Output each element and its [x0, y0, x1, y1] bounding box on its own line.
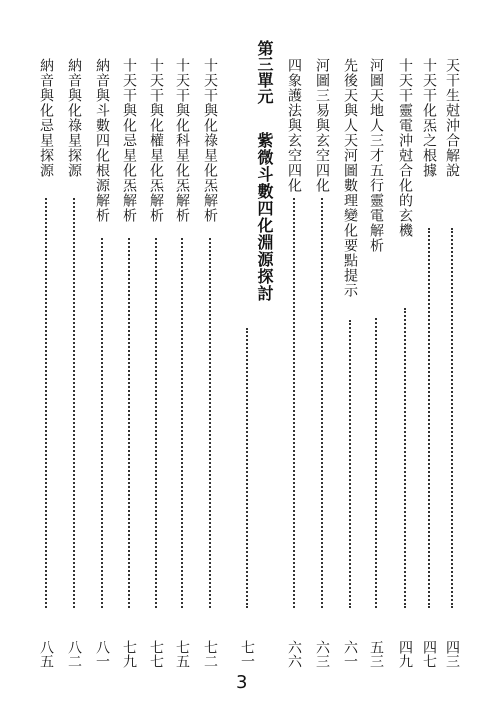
toc-entry-title: 納音與化忌星探源	[38, 58, 54, 178]
toc-entry-title: 十天干與化科星化炁解析	[174, 58, 190, 223]
dot-leader	[375, 318, 377, 608]
toc-entry-title: 十天干化炁之根據	[421, 58, 437, 178]
toc-entry	[35, 58, 57, 668]
toc-entry	[171, 58, 193, 668]
toc-entry	[418, 58, 440, 668]
toc-entry-title: 十天干與化忌星化炁解析	[121, 58, 137, 223]
toc-entry-page: 八五	[38, 640, 54, 668]
dot-leader	[209, 238, 211, 608]
toc-entry-page: 六一	[342, 640, 358, 668]
toc-entry	[441, 58, 463, 668]
toc-entry-title: 河圖三易與玄空四化	[314, 58, 330, 193]
toc-entry-page: 七七	[148, 640, 164, 668]
dot-leader	[428, 228, 430, 608]
toc-entry	[311, 58, 333, 668]
dot-leader	[349, 320, 351, 608]
dot-leader	[181, 238, 183, 608]
unit-label: 第三單元	[255, 40, 274, 104]
toc-entry-page: 八二	[66, 640, 82, 668]
unit-page-ref	[236, 58, 258, 668]
toc-entry	[91, 58, 113, 668]
toc-entry-title: 納音與斗數四化根源解析	[94, 58, 110, 223]
toc-entry-title: 河圖天地人三才五行靈電解析	[368, 58, 384, 253]
dot-leader	[321, 198, 323, 608]
toc-entry	[283, 58, 305, 668]
dot-leader	[128, 238, 130, 608]
toc-entry-title: 十天干與化權星化炁解析	[148, 58, 164, 223]
toc-entry-page: 七九	[121, 640, 137, 668]
toc-entry-title: 十天干靈電沖尅合化的玄機	[397, 58, 413, 238]
toc-entry	[199, 58, 221, 668]
unit-title: 紫微斗數四化淵源探討	[255, 132, 274, 302]
dot-leader	[451, 228, 453, 608]
dot-leader	[155, 238, 157, 608]
toc-entry-page: 五三	[368, 640, 384, 668]
toc-entry	[63, 58, 85, 668]
dot-leader	[101, 238, 103, 608]
toc-entry	[145, 58, 167, 668]
toc-entry-page: 七五	[174, 640, 190, 668]
dot-leader	[73, 198, 75, 608]
dot-leader	[293, 198, 295, 608]
dot-leader	[45, 198, 47, 608]
toc-entry-page: 四七	[421, 640, 437, 668]
page-number: 3	[236, 672, 248, 693]
toc-entry-title: 四象護法與玄空四化	[286, 58, 302, 193]
toc-entry-page: 四九	[397, 640, 413, 668]
toc-entry	[365, 58, 387, 668]
unit-page: 七一	[239, 640, 255, 668]
toc-entry-title: 先後天與人天河圖數理變化要點提示	[342, 58, 358, 298]
toc-entry	[339, 58, 361, 668]
toc-entry-page: 八一	[94, 640, 110, 668]
toc-entry-title: 十天干與化祿星化炁解析	[202, 58, 218, 223]
toc-entry	[118, 58, 140, 668]
toc-entry-page: 六三	[314, 640, 330, 668]
toc-entry-title: 納音與化祿星探源	[66, 58, 82, 178]
toc-entry-page: 六六	[286, 640, 302, 668]
dot-leader	[246, 328, 248, 608]
toc-entry	[394, 58, 416, 668]
toc-entry-title: 天干生尅沖合解說	[444, 58, 460, 178]
dot-leader	[404, 308, 406, 608]
toc-entry-page: 七二	[202, 640, 218, 668]
toc-entry-page: 四三	[444, 640, 460, 668]
